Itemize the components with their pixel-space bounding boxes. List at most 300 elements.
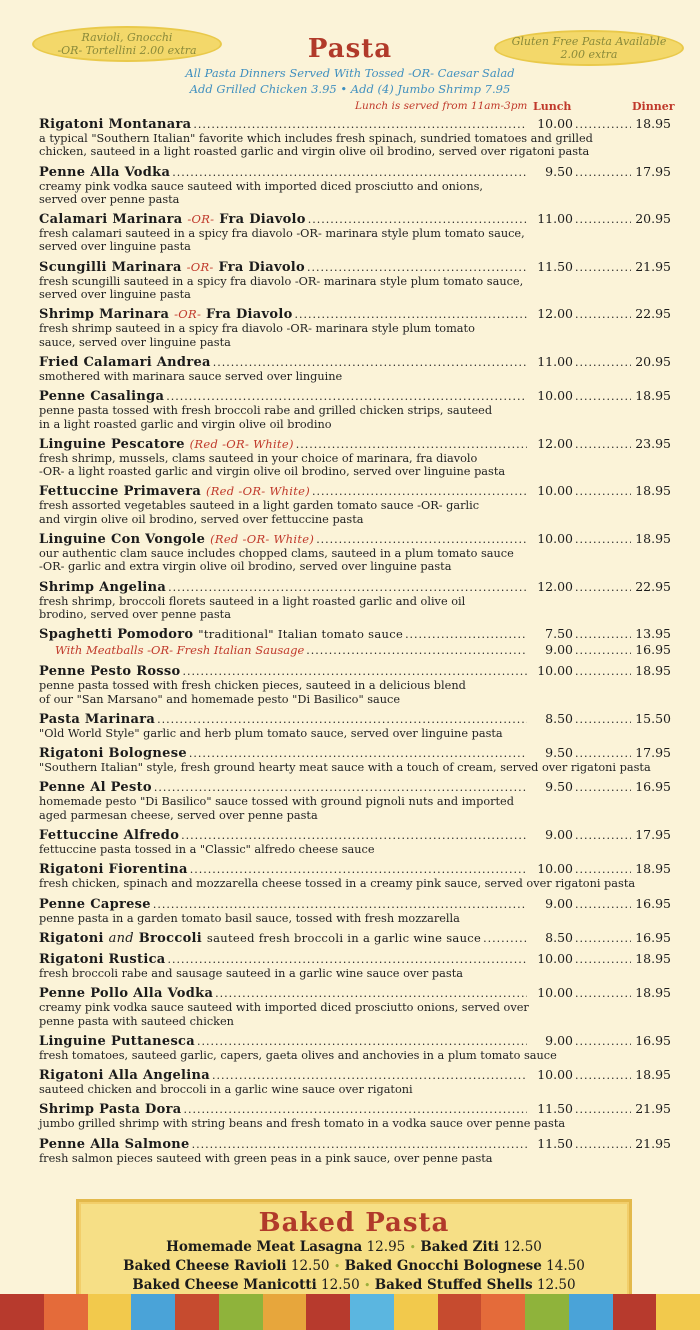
dinner-price: 16.95: [635, 895, 671, 911]
item-description: sauteed chicken and broccoli in a garlic wine sauce over rigatoni: [39, 1083, 413, 1097]
item-description: and virgin olive oil brodino, served over fettuccine pasta: [39, 512, 364, 526]
leader-dots: [575, 388, 631, 404]
stripe: [350, 1294, 394, 1330]
item-description: fresh shrimp sauteed in a spicy fra diavolo -OR- marinara style plum tomato: [39, 322, 475, 336]
item-description: fresh calamari sauteed in a spicy fra diavolo -OR- marinara style plum tomato sauce,: [39, 227, 525, 241]
menu-item-name: [39, 260, 305, 275]
lunch-price: 10.00: [537, 388, 573, 404]
item-inline-desc: sauteed fresh broccoli in a garlic wine sauce: [206, 930, 482, 945]
dinner-price: 16.95: [635, 929, 671, 945]
item-description: fresh scungilli sauteed in a spicy fra diavolo -OR- marinara style plum tomato sauce,: [39, 274, 524, 288]
item-description: penne pasta in a garden tomato basil sauce, tossed with fresh mozzarella: [39, 911, 460, 925]
dinner-price: 18.95: [635, 483, 671, 499]
lunch-price: 10.00: [537, 531, 573, 547]
item-name-text: Penne Alla Vodka: [39, 164, 171, 180]
dinner-price: 13.95: [635, 626, 671, 642]
item-name-text: Linguine Pescatore: [39, 436, 185, 452]
leader-dots: [575, 164, 631, 180]
menu-item-line: [39, 354, 671, 370]
menu-item-line: [39, 211, 671, 227]
salad-note: All Pasta Dinners Served With Tossed -OR- Caesar Salad: [185, 66, 515, 80]
lunch-price: 12.00: [537, 578, 573, 594]
stripe: [569, 1294, 613, 1330]
leader-dots: [192, 1136, 527, 1152]
menu-item-name: [39, 1068, 210, 1083]
leader-dots: [193, 116, 527, 132]
item-name-text: Penne Al Pesto: [39, 780, 152, 796]
menu-item-line: [39, 483, 671, 499]
menu-item-line: [39, 116, 671, 132]
leader-dots: [575, 626, 631, 642]
stripe: [0, 1294, 44, 1330]
menu-item: [39, 259, 671, 302]
menu-item-name: [39, 862, 188, 877]
item-name-text: Fettuccine Primavera: [39, 484, 202, 500]
item-name-text: Calamari Marinara: [39, 212, 183, 228]
subitem-lunch-price: 9.00: [545, 642, 573, 658]
menu-item-line: [39, 388, 671, 404]
leader-dots: [575, 985, 631, 1001]
item-name-text: Penne Pollo Alla Vodka: [39, 986, 214, 1002]
menu-item-line: [39, 1067, 671, 1083]
item-name-text: Penne Casalinga: [39, 389, 165, 405]
item-name-text: Rigatoni Rustica: [39, 951, 166, 967]
dinner-price: 18.95: [635, 950, 671, 966]
leader-dots: [154, 779, 527, 795]
menu-item-line: [39, 745, 671, 761]
dinner-price: 16.95: [635, 779, 671, 795]
menu-item: [39, 436, 671, 479]
stripe: [131, 1294, 175, 1330]
leader-dots: [575, 354, 631, 370]
menu-item: [39, 388, 671, 431]
baked-line: [79, 1257, 629, 1276]
menu-item-line: [39, 985, 671, 1001]
lunch-hours-note: Lunch is served from 11am-3pm: [355, 100, 528, 112]
pasta-menu-list: [39, 116, 671, 1170]
dinner-price: 21.95: [635, 1101, 671, 1117]
dinner-price: 18.95: [635, 985, 671, 1001]
item-name-text: Spaghetti Pomodoro: [39, 627, 194, 643]
menu-item-line: [39, 1136, 671, 1152]
leader-dots: [295, 306, 527, 322]
leader-dots: [181, 827, 527, 843]
menu-item: [39, 951, 671, 980]
stripe: [438, 1294, 482, 1330]
item-description: our authentic clam sauce includes chopped clams, sauteed in a plum tomato sauce: [39, 547, 514, 561]
leader-dots: [575, 116, 631, 132]
item-name-and: and: [108, 930, 134, 946]
dinner-column-header: Dinner: [632, 100, 675, 113]
item-description: fettuccine pasta tossed in a "Classic" alfredo cheese sauce: [39, 843, 375, 857]
item-description: penne pasta with sauteed chicken: [39, 1014, 234, 1028]
item-description: fresh salmon pieces sauteed with green peas in a pink sauce, over penne pasta: [39, 1151, 493, 1165]
menu-item-name: [39, 746, 187, 761]
dinner-price: 21.95: [635, 258, 671, 274]
leader-dots: [575, 211, 631, 227]
lunch-column-header: Lunch: [533, 100, 572, 113]
menu-item-line: [39, 896, 671, 912]
item-description: aged parmesan cheese, served over penne pasta: [39, 808, 318, 822]
dinner-price: 17.95: [635, 163, 671, 179]
dinner-price: 18.95: [635, 116, 671, 131]
oval-right-line2: 2.00 extra: [560, 48, 618, 61]
leader-dots: [307, 259, 527, 275]
item-description: a typical "Southern Italian" favorite which includes fresh spinach, sundried tomatoes and grilled: [39, 132, 593, 145]
item-description: creamy pink vodka sauce sauteed with imported diced prosciutto onions, served over: [39, 1001, 529, 1015]
menu-item-line: [39, 306, 671, 322]
lunch-price: 10.00: [537, 483, 573, 499]
item-description: -OR- a light roasted garlic and virgin olive oil brodino, served over linguine pasta: [39, 465, 506, 479]
dinner-price: 20.95: [635, 353, 671, 369]
item-name-text-2: Broccoli: [138, 930, 203, 946]
baked-item-name: Baked Ziti: [420, 1239, 499, 1255]
baked-item-price: 14.50: [546, 1258, 585, 1274]
item-name-text: Penne Pesto Rosso: [39, 664, 181, 680]
menu-item: [39, 827, 671, 856]
menu-item: [39, 930, 671, 946]
menu-item-line: [39, 861, 671, 877]
baked-item-price: 12.50: [321, 1277, 360, 1293]
menu-item-line: [39, 663, 671, 679]
item-name-text-2: Fra Diavolo: [219, 212, 306, 228]
stripe: [525, 1294, 569, 1330]
item-description: in a light roasted garlic and virgin olive oil brodino: [39, 417, 332, 431]
menu-item: [39, 483, 671, 526]
leader-dots: [308, 211, 527, 227]
item-description: sauce, served over linguine pasta: [39, 335, 231, 349]
item-description: served over penne pasta: [39, 192, 180, 206]
item-name-text: Fried Calamari Andrea: [39, 354, 211, 370]
menu-item: [39, 861, 671, 890]
dinner-price: 17.95: [635, 745, 671, 761]
stripe: [44, 1294, 88, 1330]
leader-dots: [306, 642, 527, 658]
leader-dots: [575, 1101, 631, 1117]
dinner-price: 18.95: [635, 388, 671, 404]
item-description: fresh chicken, spinach and mozzarella cheese tossed in a creamy pink sauce, served over rigatoni pasta: [39, 877, 636, 891]
item-description: "Old World Style" garlic and herb plum tomato sauce, served over linguine pasta: [39, 726, 503, 740]
menu-item: [39, 663, 671, 706]
leader-dots: [190, 861, 527, 877]
item-name-text: Rigatoni: [39, 930, 104, 946]
menu-item-name: [39, 897, 151, 912]
menu-item-line: [39, 930, 671, 946]
lunch-price: 7.50: [545, 626, 573, 642]
lunch-price: 10.00: [537, 985, 573, 1001]
menu-item: [39, 745, 671, 774]
leader-dots: [483, 930, 527, 946]
menu-item: [39, 354, 671, 383]
lunch-price: 12.00: [537, 306, 573, 322]
lunch-price: 10.00: [537, 116, 573, 131]
menu-item-name: [39, 952, 166, 967]
item-description: fresh broccoli rabe and sausage sauteed in a garlic wine sauce over pasta: [39, 966, 463, 980]
menu-item: [39, 985, 671, 1028]
menu-item-name: [39, 986, 213, 1001]
stripe: [306, 1294, 350, 1330]
baked-line: [79, 1276, 629, 1295]
dinner-price: 20.95: [635, 211, 671, 227]
leader-dots: [575, 259, 631, 275]
item-inline-desc: "traditional" Italian tomato sauce: [198, 627, 404, 642]
menu-item: [39, 531, 671, 574]
leader-dots: [312, 483, 527, 499]
leader-dots: [575, 1067, 631, 1083]
bullet-icon: •: [409, 1241, 417, 1254]
stripe: [656, 1294, 700, 1330]
menu-item-name: [39, 437, 294, 452]
menu-item-line: [39, 1101, 671, 1117]
item-variant-note: (Red -OR- White): [205, 484, 311, 499]
addons-note: Add Grilled Chicken 3.95 • Add (4) Jumbo Shrimp 7.95: [189, 82, 511, 96]
item-description: fresh tomatoes, sauteed garlic, capers, gaeta olives and anchovies in a plum tomato sauce: [39, 1048, 557, 1062]
bullet-icon: •: [363, 1279, 371, 1292]
leader-dots: [575, 896, 631, 912]
baked-item-price: 12.95: [366, 1239, 406, 1255]
leader-dots: [405, 626, 527, 642]
leader-dots: [575, 779, 631, 795]
lunch-price: 11.00: [537, 353, 573, 369]
leader-dots: [172, 164, 527, 180]
leader-dots: [575, 483, 631, 499]
item-description: chicken, sauteed in a light roasted garlic and virgin olive oil brodino, served over rigatoni pasta: [39, 145, 590, 159]
leader-dots: [157, 711, 527, 727]
item-description: -OR- garlic and extra virgin olive oil brodino, served over linguine pasta: [39, 560, 452, 574]
leader-dots: [215, 985, 527, 1001]
dinner-price: 22.95: [635, 578, 671, 594]
item-name-text: Rigatoni Alla Angelina: [39, 1068, 211, 1084]
menu-item: [39, 779, 671, 822]
item-description: jumbo grilled shrimp with string beans and fresh tomato in a vodka sauce over penne pasta: [39, 1117, 566, 1131]
menu-item: [39, 1136, 671, 1165]
dinner-price: 23.95: [635, 435, 671, 451]
leader-dots: [575, 745, 631, 761]
leader-dots: [575, 436, 631, 452]
menu-item-name: [39, 117, 191, 132]
item-name-text: Penne Caprese: [39, 896, 151, 912]
lunch-price: 11.50: [537, 1101, 573, 1117]
menu-item-line: [39, 436, 671, 452]
item-variant-note: (Red -OR- White): [189, 436, 294, 451]
item-variant-note: (Red -OR- White): [210, 532, 315, 547]
leader-dots: [296, 436, 527, 452]
dinner-price: 18.95: [635, 861, 671, 877]
menu-item: [39, 164, 671, 207]
lunch-price: 11.00: [537, 211, 573, 227]
leader-dots: [168, 579, 527, 595]
stripe: [481, 1294, 525, 1330]
item-description: "Southern Italian" style, fresh ground hearty meat sauce with a touch of cream, served over rigatoni pasta: [39, 761, 651, 775]
item-name-text: Rigatoni Bolognese: [39, 746, 187, 762]
menu-item-name: [39, 931, 481, 946]
item-name-text: Shrimp Pasta Dora: [39, 1102, 182, 1118]
menu-item-line: [39, 1033, 671, 1049]
item-variant-note: -OR-: [187, 212, 215, 227]
item-description: brodino, served over penne pasta: [39, 607, 231, 621]
lunch-price: 10.00: [537, 950, 573, 966]
stripe: [613, 1294, 657, 1330]
baked-item-price: 12.50: [536, 1277, 576, 1293]
menu-item: [39, 1067, 671, 1096]
lunch-price: 8.50: [545, 710, 573, 726]
stripe: [88, 1294, 132, 1330]
leader-dots: [575, 711, 631, 727]
leader-dots: [575, 1136, 631, 1152]
item-name-text: Scungilli Marinara: [39, 259, 182, 275]
menu-item-name: [39, 1137, 190, 1152]
menu-item-name: [39, 580, 166, 595]
stripe: [175, 1294, 219, 1330]
menu-item: [39, 116, 671, 159]
menu-item-name: [39, 484, 310, 499]
oval-left-line1: Ravioli, Gnocchi: [81, 31, 173, 44]
lunch-price: 11.50: [537, 258, 573, 274]
menu-item-line: [39, 579, 671, 595]
leader-dots: [575, 951, 631, 967]
stripe: [263, 1294, 307, 1330]
item-name-text-2: Fra Diavolo: [218, 259, 306, 275]
item-name-text: Linguine Con Vongole: [39, 532, 206, 548]
leader-dots: [316, 531, 527, 547]
leader-dots: [575, 531, 631, 547]
leader-dots: [153, 896, 527, 912]
menu-item-name: [39, 165, 170, 180]
menu-item: [39, 1033, 671, 1062]
menu-item-name: [39, 1102, 181, 1117]
lunch-price: 8.50: [545, 929, 573, 945]
item-variant-note: -OR-: [174, 307, 202, 322]
stripe: [394, 1294, 438, 1330]
baked-item-name: Baked Cheese Manicotti: [132, 1277, 317, 1293]
dinner-price: 18.95: [635, 1067, 671, 1083]
menu-item-name: [39, 780, 152, 795]
item-name-text-2: Fra Diavolo: [205, 307, 293, 323]
item-variant-note: -OR-: [186, 259, 214, 274]
oval-right-line1: Gluten Free Pasta Available: [511, 35, 667, 48]
dinner-price: 18.95: [635, 663, 671, 679]
menu-subitem-line: [39, 642, 671, 658]
menu-item-name: [39, 712, 155, 727]
baked-item-name: Baked Stuffed Shells: [374, 1277, 533, 1293]
item-description: smothered with marinara sauce served over linguine: [39, 369, 343, 383]
lunch-price: 9.50: [545, 779, 573, 795]
baked-line: [79, 1238, 629, 1257]
menu-item-line: [39, 164, 671, 180]
item-description: creamy pink vodka sauce sauteed with imported diced prosciutto and onions,: [39, 179, 484, 193]
menu-item-name: [39, 212, 306, 227]
menu-item: [39, 626, 671, 658]
dinner-price: 18.95: [635, 531, 671, 547]
baked-item-name: Baked Gnocchi Bolognese: [344, 1258, 542, 1274]
subitem-label: With Meatballs -OR- Fresh Italian Sausage: [55, 643, 305, 658]
menu-item-name: [39, 355, 211, 370]
dinner-price: 21.95: [635, 1135, 671, 1151]
lunch-price: 9.50: [545, 163, 573, 179]
lunch-price: 9.00: [545, 1032, 573, 1048]
leader-dots: [213, 354, 527, 370]
item-description: penne pasta tossed with fresh chicken pieces, sauteed in a delicious blend: [39, 679, 466, 693]
baked-item-price: 12.50: [503, 1239, 542, 1255]
leader-dots: [575, 579, 631, 595]
menu-item: [39, 211, 671, 254]
menu-item-line: [39, 827, 671, 843]
menu-item-name: [39, 389, 164, 404]
decorative-stripes: [0, 1294, 700, 1330]
subitem-dinner-price: 16.95: [635, 642, 671, 658]
menu-item-line: [39, 626, 671, 642]
menu-item-name: [39, 664, 181, 679]
item-name-text: Rigatoni Montanara: [39, 117, 192, 132]
baked-item-price: 12.50: [290, 1258, 330, 1274]
leader-dots: [189, 745, 527, 761]
stripe: [219, 1294, 263, 1330]
lunch-price: 10.00: [537, 1067, 573, 1083]
leader-dots: [212, 1067, 527, 1083]
menu-item-name: [39, 627, 403, 642]
lunch-price: 12.00: [537, 435, 573, 451]
leader-dots: [575, 306, 631, 322]
item-name-text: Shrimp Marinara: [39, 307, 170, 323]
item-description: served over linguine pasta: [39, 288, 191, 302]
menu-item: [39, 896, 671, 925]
leader-dots: [168, 951, 527, 967]
lunch-price: 9.50: [545, 745, 573, 761]
lunch-price: 10.00: [537, 663, 573, 679]
bullet-icon: •: [333, 1260, 341, 1273]
menu-item-line: [39, 779, 671, 795]
item-description: fresh shrimp, broccoli florets sauteed in a light roasted garlic and olive oil: [39, 594, 466, 608]
oval-left-line2: -OR- Tortellini 2.00 extra: [57, 44, 197, 57]
dinner-price: 15.50: [635, 710, 671, 726]
leader-dots: [166, 388, 527, 404]
leader-dots: [575, 642, 631, 658]
item-description: fresh assorted vegetables sauteed in a light garden tomato sauce -OR- garlic: [39, 499, 480, 513]
menu-item-line: [39, 711, 671, 727]
lunch-price: 11.50: [537, 1135, 573, 1151]
leader-dots: [575, 1033, 631, 1049]
menu-item-name: [39, 307, 293, 322]
item-name-text: Linguine Puttanesca: [39, 1033, 195, 1049]
dinner-price: 22.95: [635, 306, 671, 322]
menu-item: [39, 306, 671, 349]
item-name-text: Rigatoni Fiorentina: [39, 862, 188, 878]
leader-dots: [575, 930, 631, 946]
dinner-price: 17.95: [635, 827, 671, 843]
leader-dots: [575, 827, 631, 843]
dinner-price: 16.95: [635, 1032, 671, 1048]
item-description: of our "San Marsano" and homemade pesto "Di Basilico" sauce: [39, 692, 401, 706]
leader-dots: [183, 1101, 527, 1117]
menu-item-line: [39, 259, 671, 275]
menu-item: [39, 579, 671, 622]
leader-dots: [575, 861, 631, 877]
item-name-text: Pasta Marinara: [39, 711, 156, 727]
leader-dots: [183, 663, 528, 679]
menu-item-name: [39, 532, 314, 547]
baked-item-name: Homemade Meat Lasagna: [166, 1239, 363, 1255]
menu-item: [39, 711, 671, 740]
baked-pasta-title: Baked Pasta: [258, 1208, 450, 1238]
menu-item: [39, 1101, 671, 1130]
page-title: Pasta: [307, 34, 393, 64]
item-name-text: Penne Alla Salmone: [39, 1136, 190, 1152]
menu-item-name: [39, 828, 179, 843]
lunch-price: 10.00: [537, 861, 573, 877]
item-description: fresh shrimp, mussels, clams sauteed in your choice of marinara, fra diavolo: [39, 451, 478, 465]
item-description: served over linguine pasta: [39, 240, 191, 254]
menu-item-line: [39, 531, 671, 547]
